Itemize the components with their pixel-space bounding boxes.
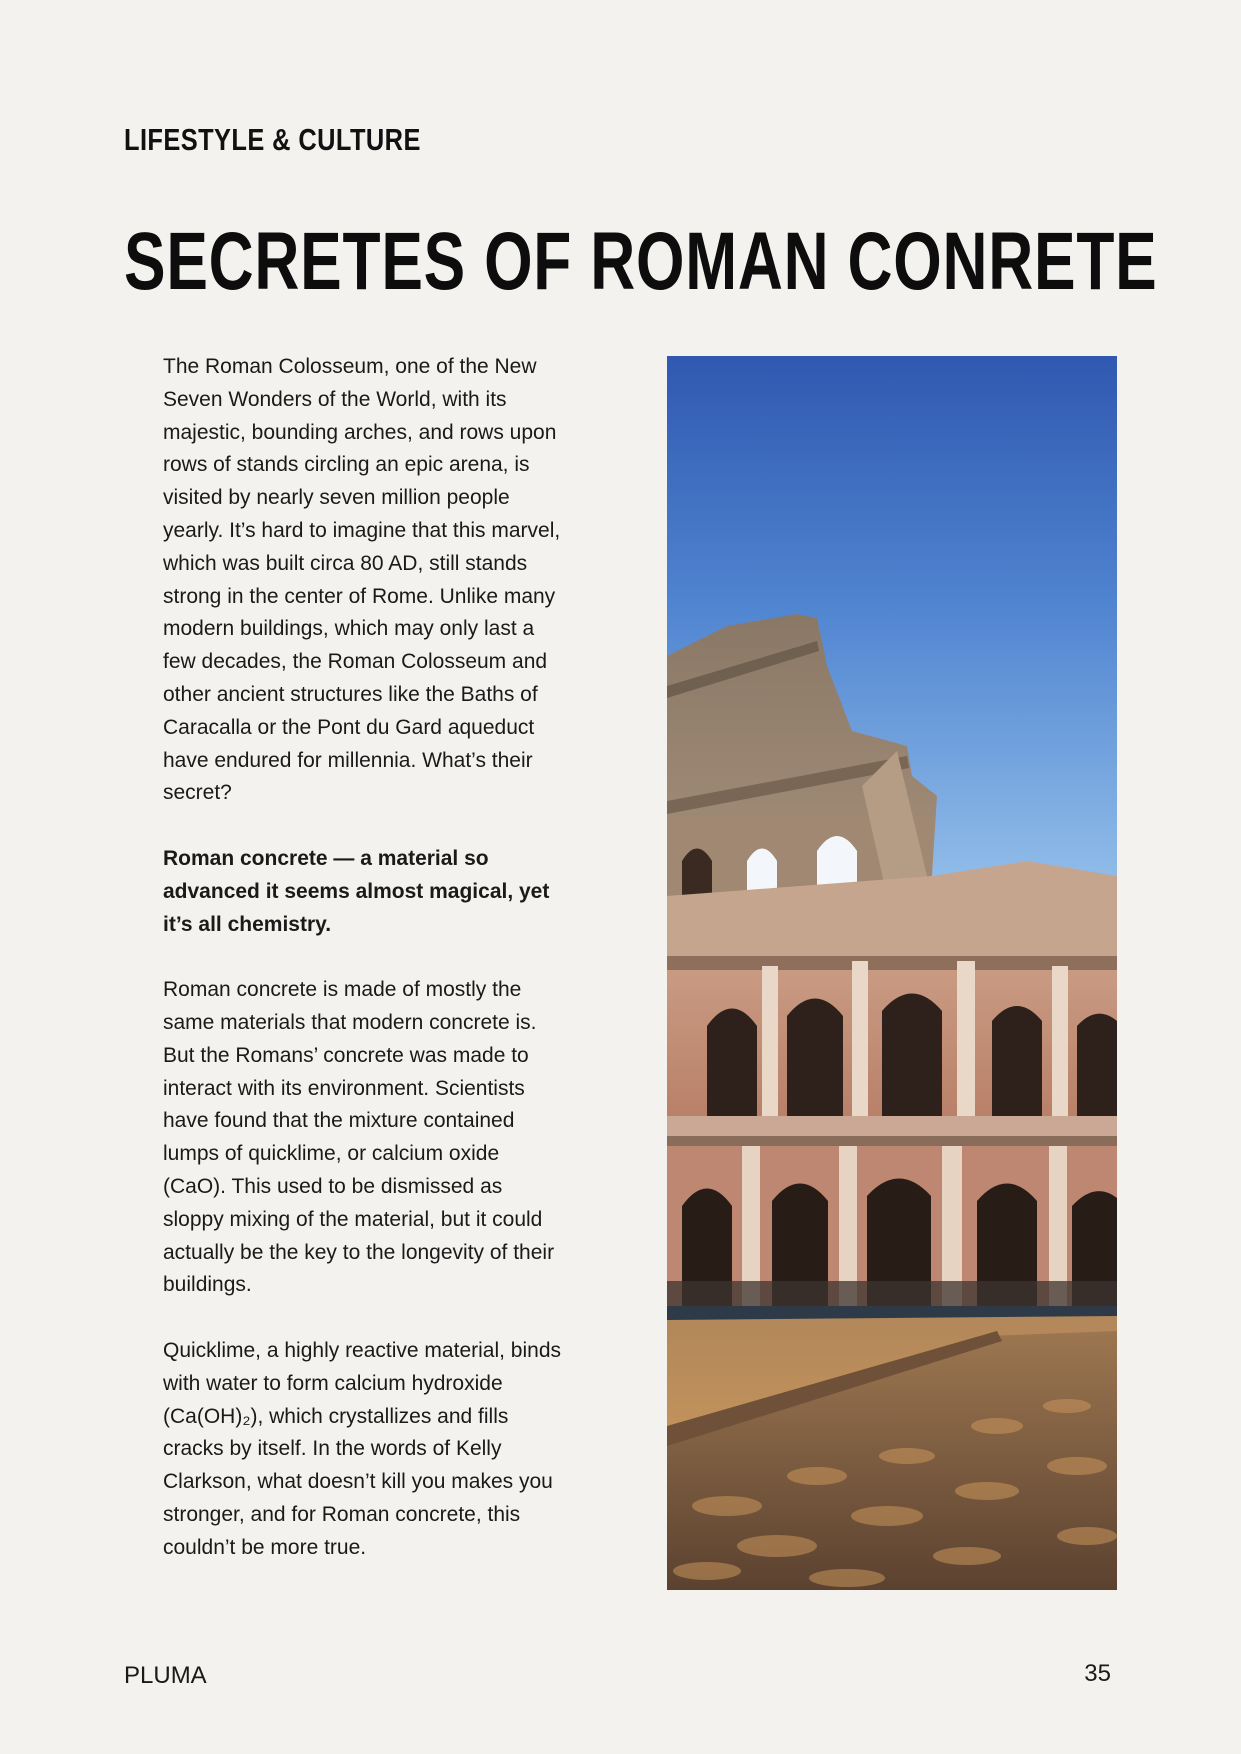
body-paragraph: Quicklime, a highly reactive material, binds with water to form calcium hydroxide (Ca(OH)₂), which crystallizes and fills cracks by itself. In the words of Kelly Clarkson, what doesn’t kill you makes you stronger, and for Roman concrete, this couldn’t be more true. bbox=[163, 1338, 561, 1559]
colosseum-photo bbox=[667, 356, 1117, 1590]
lead-paragraph: Roman concrete — a material so advanced it seems almost magical, yet it’s all chemistry. bbox=[163, 846, 550, 936]
colosseum-illustration bbox=[667, 356, 1117, 1590]
footer-brand: PLUMA bbox=[124, 1662, 207, 1689]
page-number: 35 bbox=[1084, 1660, 1111, 1687]
intro-paragraph: The Roman Colosseum, one of the New Seven Wonders of the World, with its majestic, bounding arches, and rows upon rows of stands circling an epic arena, is visited by nearly seven million people yearly. It’s hard to imagine that this marvel, which was built circa 80 AD, still stands strong in the center of Rome. Unlike many modern buildings, which may only last a few decades, the Roman Colosseum and other ancient structures like the Baths of Caracalla or the Pont du Gard aqueduct have endured for millennia. What’s their secret? bbox=[163, 355, 561, 805]
article-title: SECRETES OF ROMAN CONRETE bbox=[124, 216, 1158, 307]
section-label: LIFESTYLE & CULTURE bbox=[124, 122, 421, 157]
body-paragraph: Roman concrete is made of mostly the same materials that modern concrete is. But the Romans’ concrete was made to interact with its environment. Scientists have found that the mixture contained lumps of quicklime, or calcium oxide (CaO). This used to be dismissed as sloppy mixing of the material, but it could actually be the key to the longevity of their buildings. bbox=[163, 978, 555, 1297]
article-body bbox=[163, 351, 563, 1597]
